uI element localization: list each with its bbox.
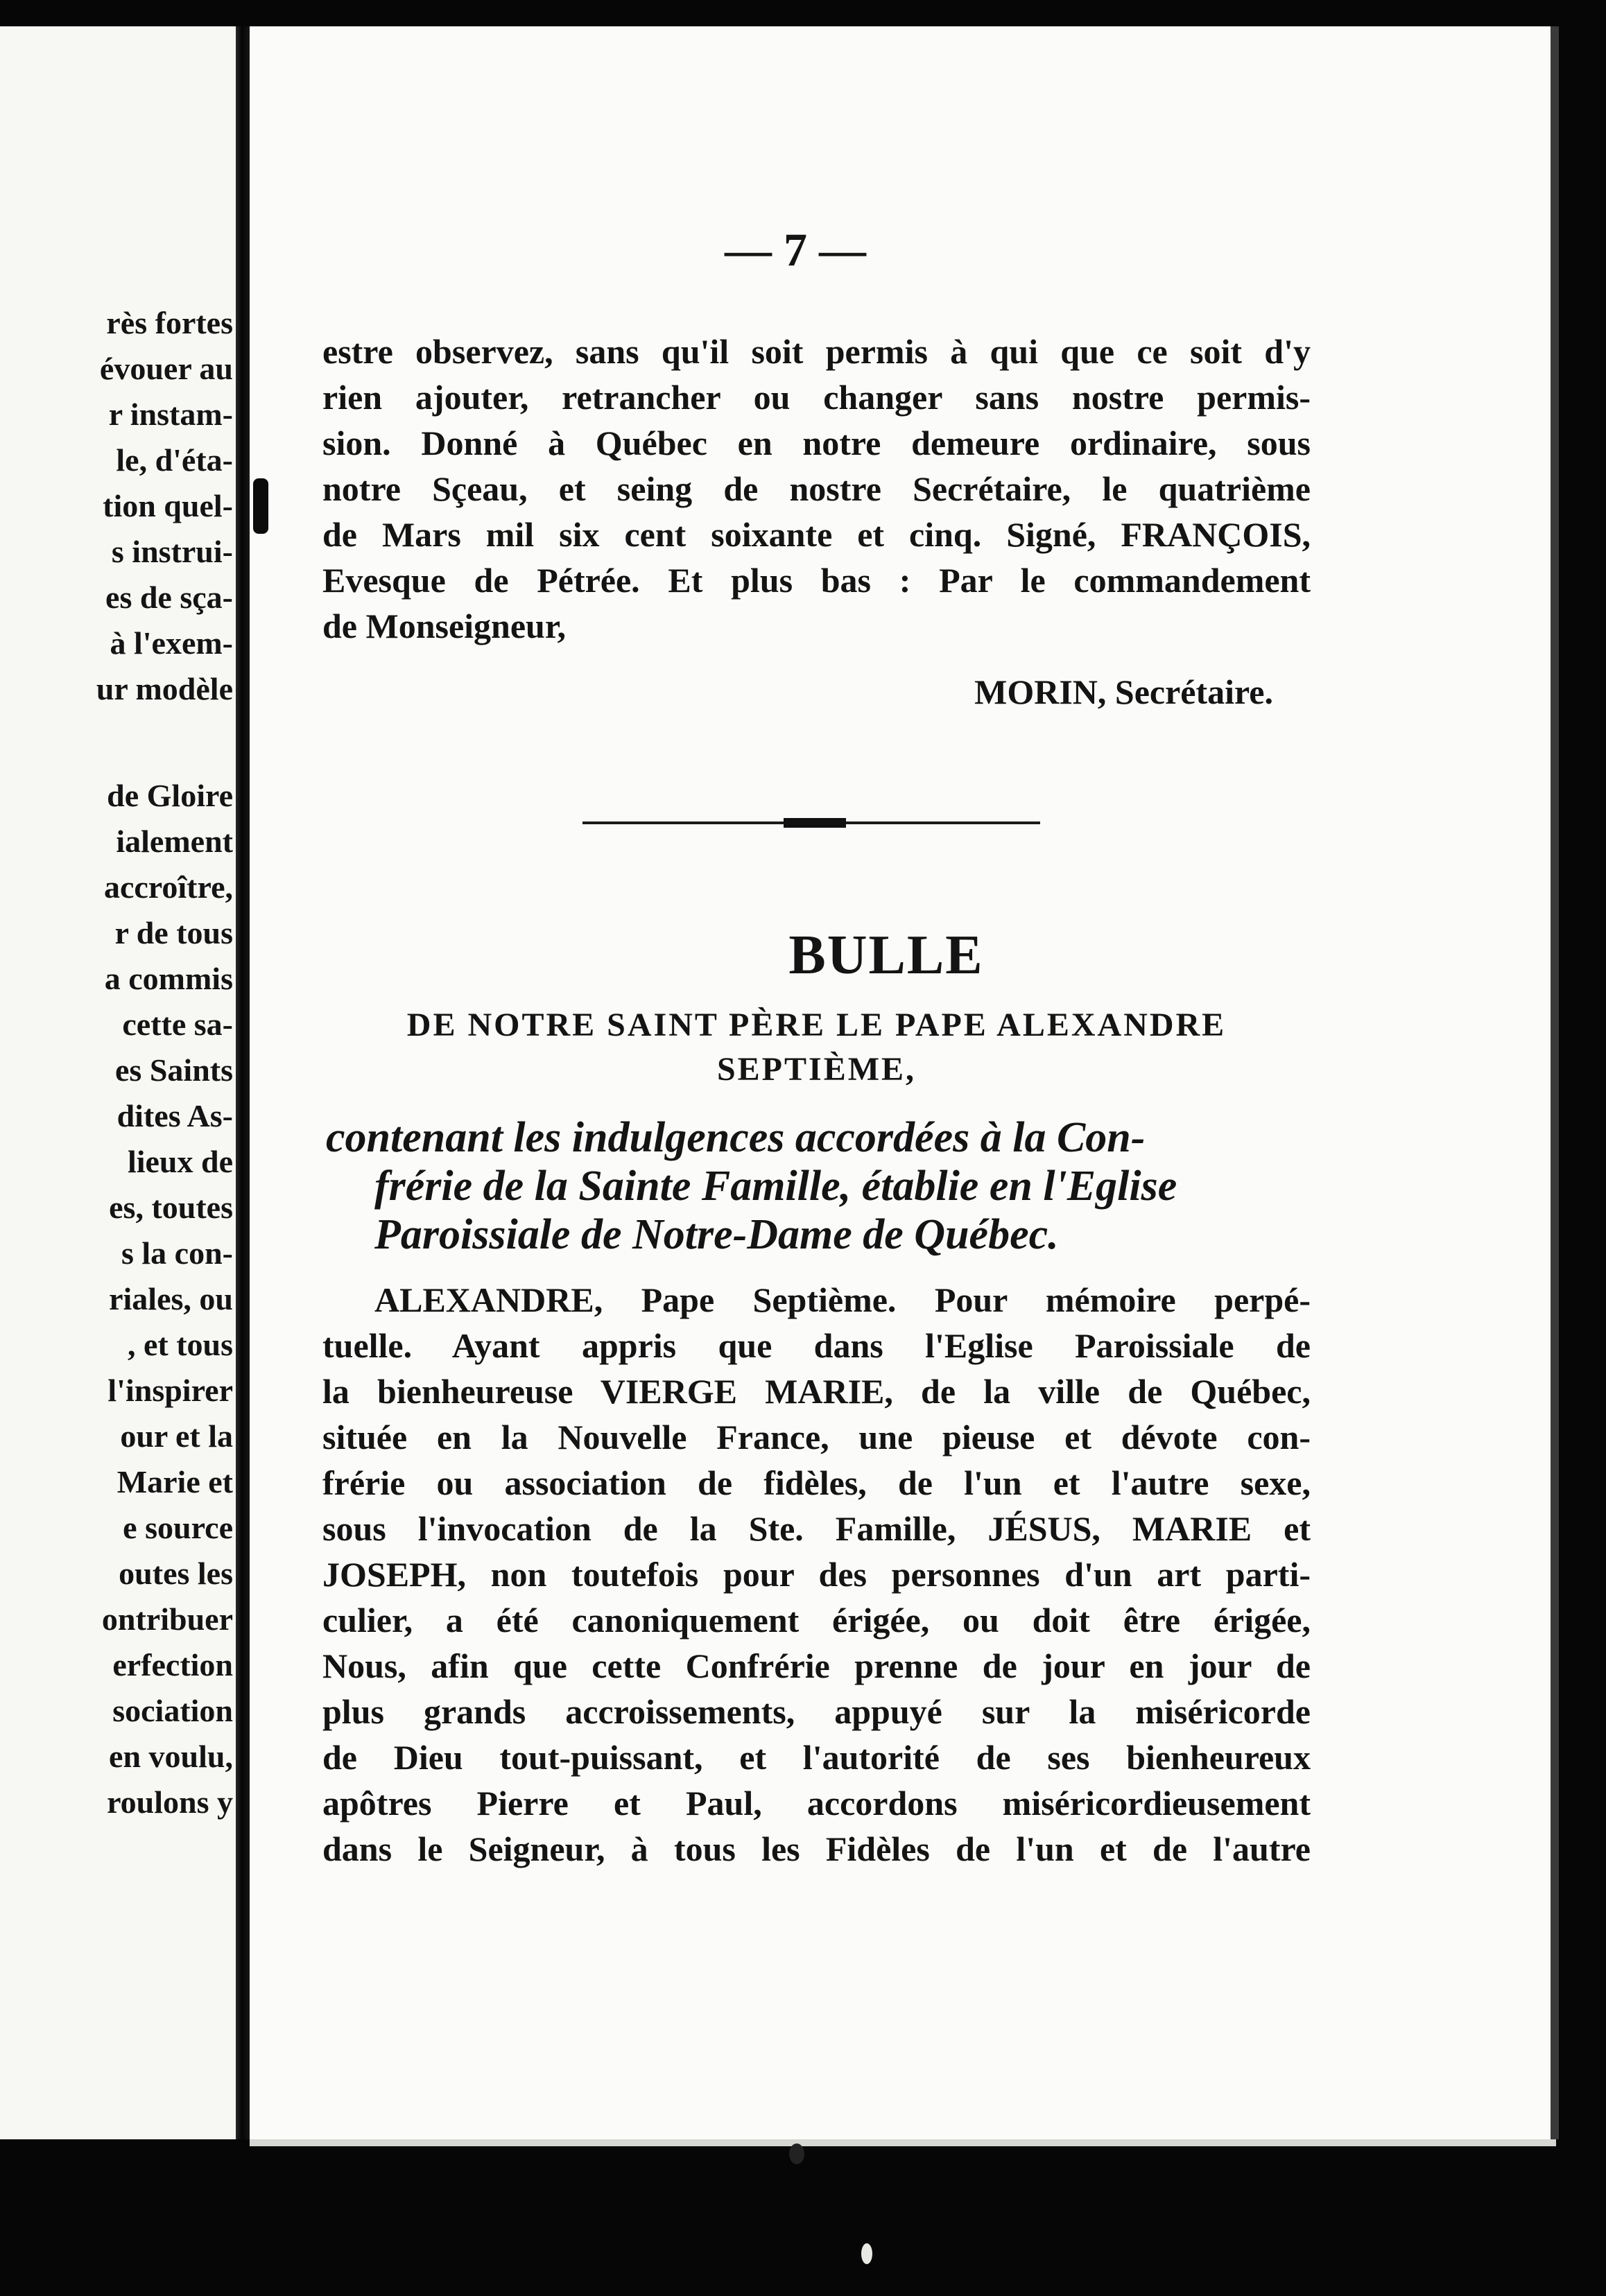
left-page-fragment-line: ialement: [116, 824, 233, 859]
left-page-fragment-line: es, toutes: [109, 1190, 233, 1225]
section-divider-ornament: [582, 818, 1040, 828]
left-page-fragment-line: ur modèle: [96, 671, 233, 706]
page-number: — 7 —: [725, 223, 866, 276]
bulle-body-line: la bienheureuse VIERGE MARIE, de la ville de Québec,: [322, 1372, 1311, 1411]
scan-speck: [861, 2243, 872, 2264]
bulle-body-line: dans le Seigneur, à tous les Fidèles de l'un et de l'autre: [322, 1829, 1311, 1868]
signer-title: , Secrétaire.: [1097, 672, 1273, 711]
left-page-fragment-line: , et tous: [127, 1327, 233, 1362]
left-page-fragment-line: l'inspirer: [107, 1373, 233, 1408]
page-edge: [1551, 26, 1559, 2139]
left-page-fragment-line: cette sa-: [122, 1007, 233, 1042]
bulle-body-line: plus grands accroissements, appuyé sur la miséricorde: [322, 1692, 1311, 1731]
divider-rule-left: [582, 821, 784, 824]
bulle-italic-line: frérie de la Sainte Famille, établie en l'Eglise: [374, 1163, 1177, 1210]
opening-text-line: rien ajouter, retrancher ou changer sans nostre permis-: [322, 378, 1311, 417]
opening-text-line: Evesque de Pétrée. Et plus bas : Par le commandement: [322, 561, 1311, 600]
left-page-fragment-line: accroître,: [103, 869, 233, 905]
left-page-fragment-line: ontribuer: [101, 1601, 233, 1637]
bulle-body-line: ALEXANDRE, Pape Septième. Pour mémoire perpé-: [374, 1280, 1311, 1319]
left-page-fragment-line: s la con-: [121, 1235, 233, 1271]
bulle-body-line: de Dieu tout-puissant, et l'autorité de ses bienheureux: [322, 1738, 1311, 1777]
left-page-fragment-line: sociation: [112, 1693, 233, 1728]
page-bottom-edge: [250, 2139, 1556, 2146]
left-page-fragment-line: a commis: [104, 961, 233, 996]
bulle-body-line: située en la Nouvelle France, une pieuse et dévote con-: [322, 1418, 1311, 1456]
book-gutter: [236, 26, 251, 2139]
bulle-title: BULLE: [788, 925, 984, 986]
scan-border-top: [0, 0, 1606, 26]
left-page-fragment-line: le, d'éta-: [116, 442, 233, 478]
bulle-body-line: sous l'invocation de la Ste. Famille, JÉSUS, MARIE et: [322, 1509, 1311, 1548]
bulle-italic-line: contenant les indulgences accordées à la Con-: [326, 1114, 1146, 1161]
left-page-fragment-line: r instam-: [108, 397, 233, 432]
left-page-fragment-line: riales, ou: [109, 1281, 233, 1316]
bulle-body-line: apôtres Pierre et Paul, accordons miséricordieusement: [322, 1784, 1311, 1823]
bulle-body-line: JOSEPH, non toutefois pour des personnes d'un art parti-: [322, 1555, 1311, 1594]
left-page-fragment-line: de Gloire: [107, 778, 233, 813]
opening-text-line: sion. Donné à Québec en notre demeure ordinaire, sous: [322, 424, 1311, 462]
opening-text-line: de Mars mil six cent soixante et cinq. Signé, FRANÇOIS,: [322, 515, 1311, 554]
left-page-fragment-line: erfection: [112, 1647, 233, 1682]
left-page-fragment-line: rès fortes: [106, 305, 233, 340]
signer-name: MORIN: [974, 672, 1098, 711]
left-page-fragment-line: roulons y: [107, 1784, 233, 1820]
bulle-body-line: tuelle. Ayant appris que dans l'Eglise Paroissiale de: [322, 1326, 1311, 1365]
left-page-fragment-line: lieux de: [127, 1144, 233, 1179]
left-page-fragment-line: tion quel-: [103, 488, 233, 523]
bulle-body-line: Nous, afin que cette Confrérie prenne de jour en jour de: [322, 1646, 1311, 1685]
left-page-fragment-line: en voulu,: [109, 1739, 233, 1774]
left-page-fragment-line: à l'exem-: [110, 625, 233, 661]
left-page-fragment: [0, 26, 236, 2139]
left-page-fragment-line: outes les: [119, 1556, 233, 1591]
bulle-subtitle-line1: DE NOTRE SAINT PÈRE LE PAPE ALEXANDRE: [406, 1007, 1227, 1043]
opening-text-line: estre observez, sans qu'il soit permis à qui que ce soit d'y: [322, 332, 1311, 371]
left-page-fragment-line: dites As-: [116, 1098, 233, 1133]
bulle-body-line: frérie ou association de fidèles, de l'un et l'autre sexe,: [322, 1463, 1311, 1502]
divider-center-bar: [784, 818, 846, 828]
bulle-italic-line: Paroissiale de Notre-Dame de Québec.: [374, 1211, 1059, 1258]
bulle-body-line: culier, a été canoniquement érigée, ou doit être érigée,: [322, 1601, 1311, 1640]
left-page-fragment-line: r de tous: [114, 915, 233, 950]
left-page-fragment-line: e source: [123, 1510, 233, 1545]
bulle-subtitle-line2: SEPTIÈME,: [716, 1051, 917, 1088]
opening-text-line: notre Sçeau, et seing de nostre Secrétaire, le quatrième: [322, 469, 1311, 508]
gutter-mark: [253, 478, 268, 534]
left-page-fragment-line: Marie et: [116, 1464, 233, 1499]
left-page-fragment-line: our et la: [120, 1418, 233, 1454]
left-page-fragment-line: es Saints: [115, 1052, 233, 1088]
signer-line: [974, 669, 1273, 715]
scan-speck: [789, 2143, 804, 2164]
left-page-fragment-line: évouer au: [99, 351, 233, 386]
opening-text-line: de Monseigneur,: [322, 607, 566, 645]
divider-rule-right: [846, 821, 1040, 824]
left-page-fragment-line: s instrui-: [111, 534, 233, 569]
left-page-fragment-line: es de sça-: [105, 580, 233, 615]
